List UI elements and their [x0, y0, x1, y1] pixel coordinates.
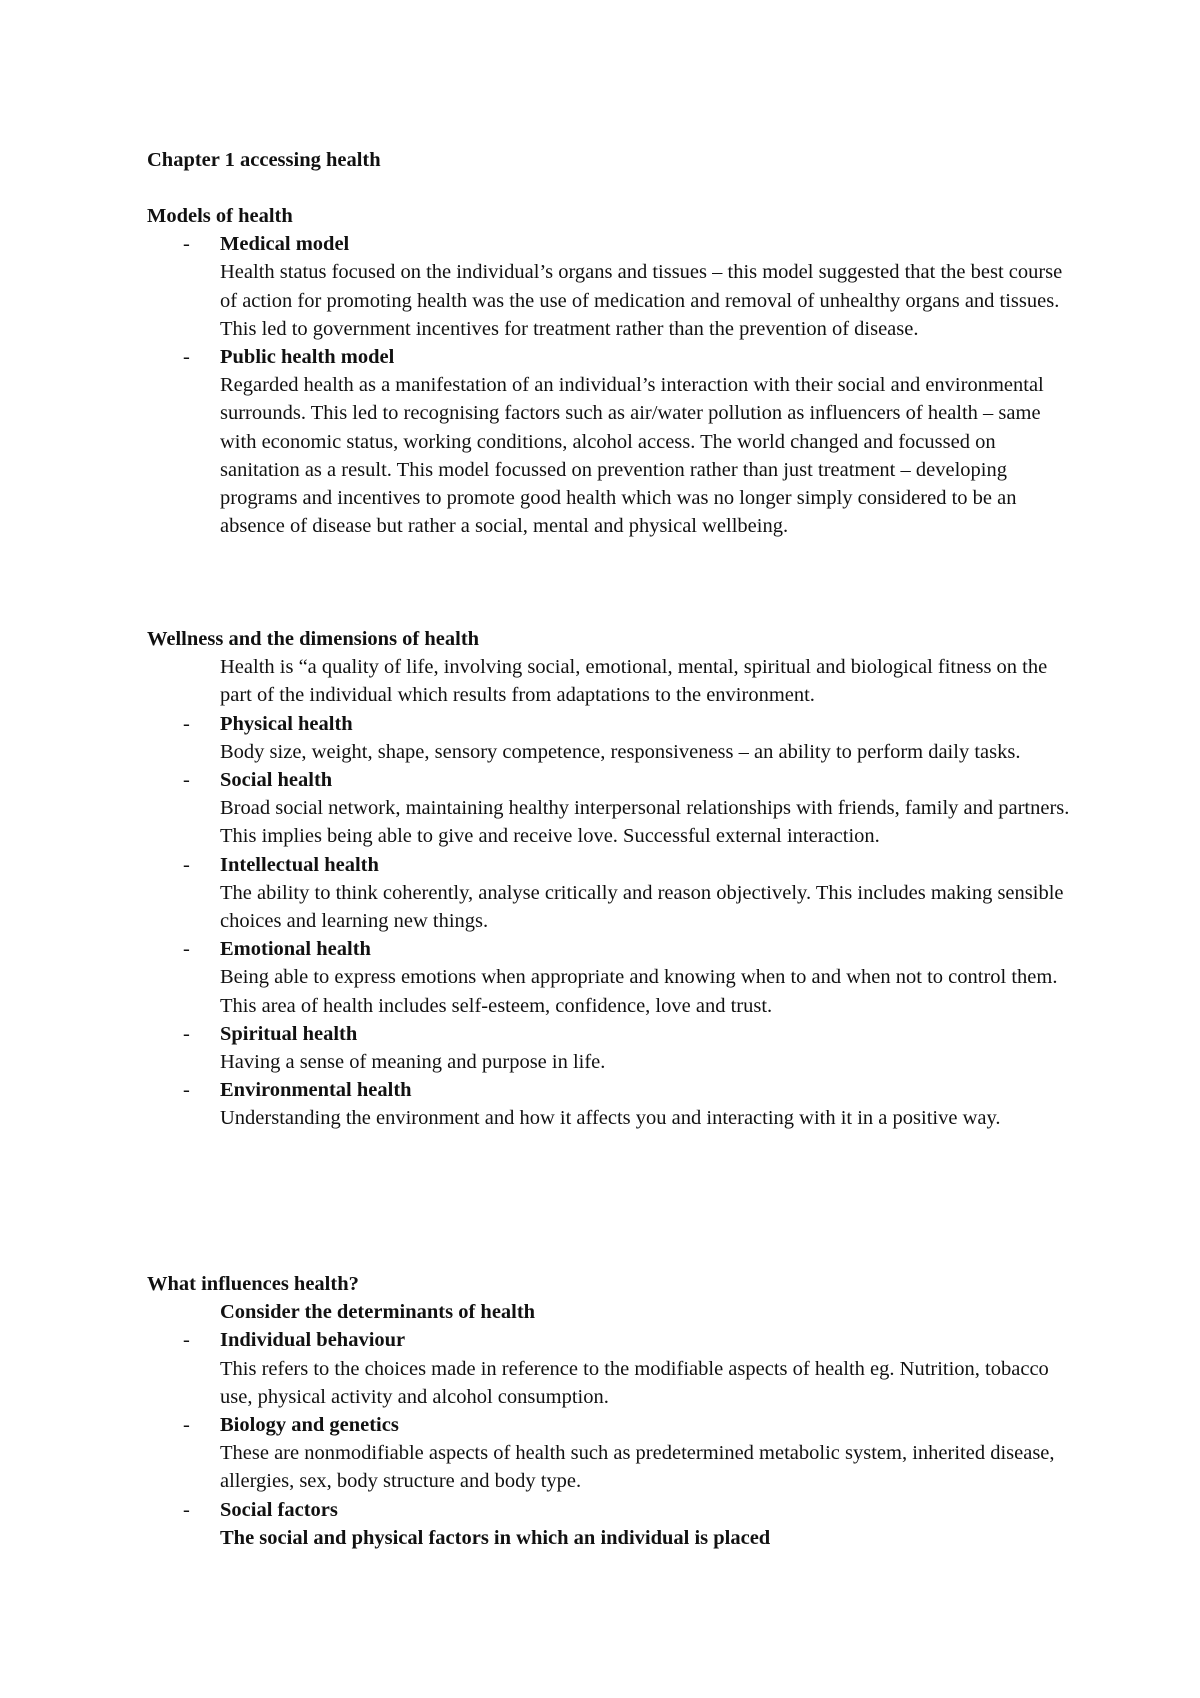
bullet-dash: -	[183, 346, 190, 369]
item-label: Environmental health	[220, 1079, 412, 1102]
list-item-biology-and-genetics	[147, 1411, 1077, 1496]
item-text: Being able to express emotions when appropriate and knowing when to and when not to control them. This area of health includes self-esteem, confidence, love and trust.	[220, 966, 1058, 1017]
item-label: Public health model	[220, 346, 395, 369]
bullet-dash: -	[183, 1414, 190, 1437]
section-subheading: Consider the determinants of health	[220, 1301, 536, 1324]
item-label: Physical health	[220, 712, 353, 735]
list-item-intellectual-health	[147, 851, 1077, 936]
list-item-social-factors	[147, 1496, 1077, 1552]
section-heading: Wellness and the dimensions of health	[147, 628, 480, 650]
item-label: Intellectual health	[220, 853, 379, 876]
item-text: Health status focused on the individual’s organs and tissues – this model suggested that the best course of action for promoting health was the use of medication and removal of unhealthy organs and tissues. This led to government incentives for treatment rather than the prevention of disease.	[220, 261, 1063, 340]
list-item-spiritual-health	[147, 1020, 1077, 1076]
bullet-dash: -	[183, 1022, 190, 1045]
list-item-emotional-health	[147, 935, 1077, 1020]
section-heading: Models of health	[147, 205, 293, 227]
item-label: Spiritual health	[220, 1022, 358, 1045]
item-label: Social factors	[220, 1498, 338, 1521]
item-text: Understanding the environment and how it affects you and interacting with it in a positive way.	[220, 1107, 1001, 1130]
bullet-dash: -	[183, 1329, 190, 1352]
list-item-environmental-health	[147, 1076, 1077, 1132]
item-label: Medical model	[220, 233, 350, 256]
section-models-of-health	[147, 202, 1077, 540]
section-what-influences-health	[147, 1270, 1077, 1552]
list-item-public-health-model	[147, 343, 1077, 540]
bullet-dash: -	[183, 712, 190, 735]
item-text: These are nonmodifiable aspects of health such as predetermined metabolic system, inherited disease, allergies, sex, body structure and body type.	[220, 1442, 1055, 1493]
bullet-dash: -	[183, 1079, 190, 1102]
list-item-social-health	[147, 766, 1077, 851]
wellness-intro: Health is “a quality of life, involving social, emotional, mental, spiritual and biological fitness on the part of the individual which results from adaptations to the environment.	[220, 656, 1048, 707]
bullet-dash: -	[183, 853, 190, 876]
item-label: Biology and genetics	[220, 1414, 399, 1437]
section-heading: What influences health?	[147, 1273, 359, 1295]
list-item-individual-behaviour	[147, 1326, 1077, 1411]
section-wellness	[147, 625, 1077, 1133]
item-text: Having a sense of meaning and purpose in life.	[220, 1051, 606, 1074]
bullet-dash: -	[183, 769, 190, 792]
list-item-physical-health	[147, 710, 1077, 766]
item-text: This refers to the choices made in reference to the modifiable aspects of health eg. Nutrition, tobacco use, physical activity and alcohol consumption.	[220, 1357, 1049, 1408]
item-label: Individual behaviour	[220, 1329, 406, 1352]
item-label: Emotional health	[220, 938, 371, 961]
item-text: The ability to think coherently, analyse critically and reason objectively. This includes making sensible choices and learning new things.	[220, 881, 1064, 933]
bullet-dash: -	[183, 1498, 190, 1521]
bullet-dash: -	[183, 233, 190, 256]
item-text: Broad social network, maintaining healthy interpersonal relationships with friends, family and partners. This implies being able to give and receive love. Successful external interaction.	[220, 797, 1070, 848]
document-title: Chapter 1 accessing health	[147, 149, 381, 171]
item-text: Regarded health as a manifestation of an individual’s interaction with their social and environmental surrounds. This led to recognising factors such as air/water pollution as influencers of health – same with economic status, working conditions, alcohol access. The world changed and focussed on sanitation as a result. This model focussed on prevention rather than just treatment – developing programs and incentives to promote good health which was no longer simply considered to be an absence of disease but rather a social, mental and physical wellbeing.	[220, 374, 1044, 538]
item-label: Social health	[220, 769, 333, 792]
bullet-dash: -	[183, 938, 190, 961]
item-text: Body size, weight, shape, sensory competence, responsiveness – an ability to perform daily tasks.	[220, 740, 1021, 763]
item-text: The social and physical factors in which an individual is placed	[220, 1526, 771, 1549]
list-item-medical-model	[147, 230, 1077, 343]
